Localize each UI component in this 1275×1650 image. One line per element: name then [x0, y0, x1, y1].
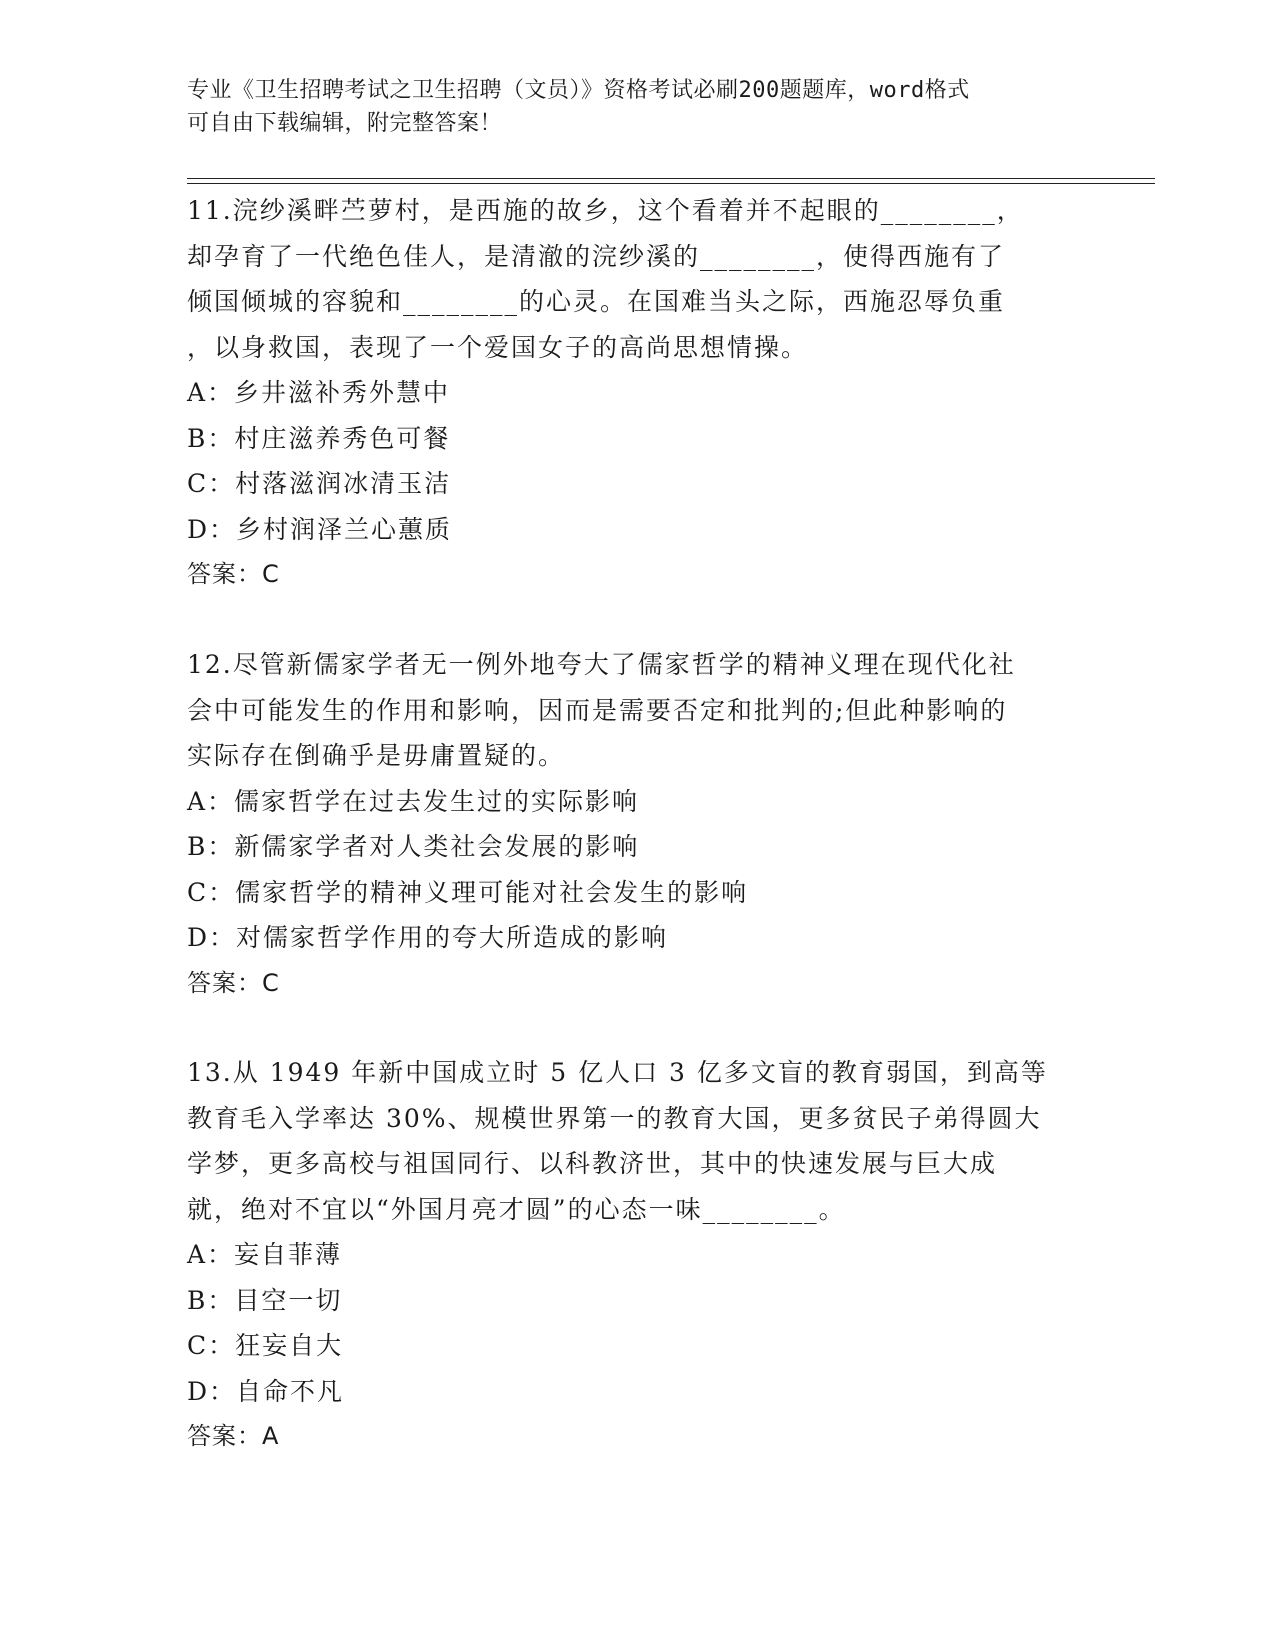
question-text-line: 教育毛入学率达 30%、规模世界第一的教育大国，更多贫民子弟得圆大 — [187, 1103, 1042, 1133]
question-13 — [187, 1050, 1087, 1460]
option-a: A：儒家哲学在过去发生过的实际影响 — [187, 786, 640, 816]
answer-label: 答案：A — [187, 1422, 280, 1450]
answer-label: 答案：C — [187, 560, 280, 588]
question-text-line: 13.从 1949 年新中国成立时 5 亿人口 3 亿多文盲的教育弱国，到高等 — [187, 1058, 1048, 1087]
option-b: B：村庄滋养秀色可餐 — [187, 423, 451, 453]
answer-label: 答案：C — [187, 968, 280, 997]
question-text-line: 12.尽管新儒家学者无一例外地夸大了儒家哲学的精神义理在现代化社 — [187, 650, 1016, 679]
question-text-line: 倾国倾城的容貌和________的心灵。在国难当头之际，西施忍辱负重 — [187, 287, 1006, 316]
question-text-line: 会中可能发生的作用和影响，因而是需要否定和批判的;但此种影响的 — [187, 695, 1008, 725]
option-b: B：目空一切 — [187, 1285, 343, 1315]
option-a: A：乡井滋补秀外慧中 — [187, 378, 451, 407]
question-text-line: 却孕育了一代绝色佳人，是清澈的浣纱溪的________，使得西施有了 — [187, 241, 1006, 271]
option-d: D：自命不凡 — [187, 1376, 345, 1406]
option-c: C：狂妄自大 — [187, 1331, 344, 1360]
question-text-line: 学梦，更多高校与祖国同行、以科教济世，其中的快速发展与巨大成 — [187, 1149, 998, 1178]
option-d: D：对儒家哲学作用的夸大所造成的影响 — [187, 923, 669, 952]
header-title-line-2: 可自由下载编辑，附完整答案！ — [187, 111, 503, 136]
option-a: A：妄自菲薄 — [187, 1240, 343, 1269]
option-b: B：新儒家学者对人类社会发展的影响 — [187, 832, 640, 861]
question-text-line: 就，绝对不宜以“外国月亮才圆”的心态一味________。 — [187, 1194, 846, 1224]
header-divider-bottom — [187, 183, 1155, 184]
option-d: D：乡村润泽兰心蕙质 — [187, 514, 453, 544]
question-11 — [187, 188, 1087, 598]
question-12 — [187, 642, 1087, 1006]
question-text-line: ，以身救国，表现了一个爱国女子的高尚思想情操。 — [187, 332, 809, 362]
question-text-line: 11.浣纱溪畔苎萝村，是西施的故乡，这个看着并不起眼的________， — [187, 196, 1024, 225]
option-c: C：儒家哲学的精神义理可能对社会发生的影响 — [187, 877, 749, 907]
header-title-line-1: 专业《卫生招聘考试之卫生招聘（文员）》资格考试必刷200题题库，word格式 — [187, 78, 970, 103]
option-c: C：村落滋润冰清玉洁 — [187, 469, 452, 498]
question-text-line: 实际存在倒确乎是毋庸置疑的。 — [187, 741, 566, 770]
header-divider-top — [187, 178, 1155, 179]
document-header — [187, 74, 1067, 140]
